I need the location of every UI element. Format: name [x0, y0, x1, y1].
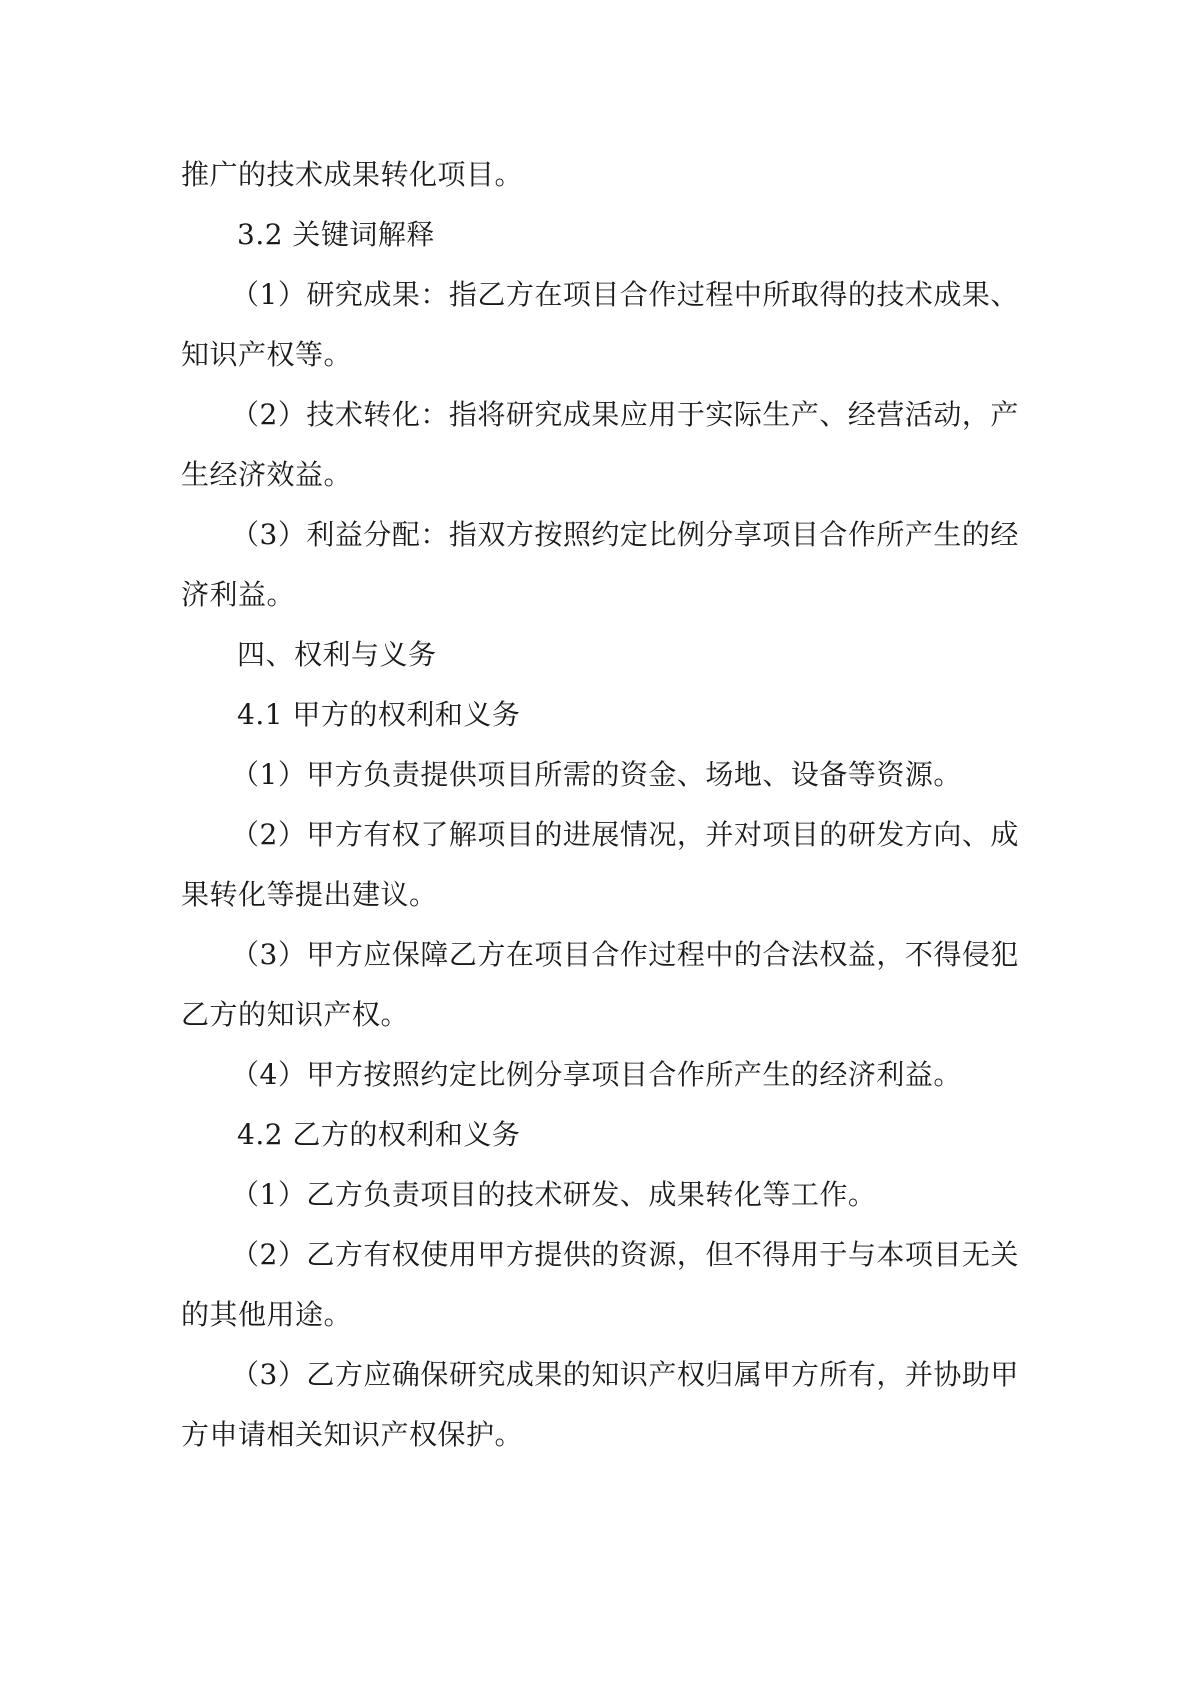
section-heading: 4.1 甲方的权利和义务 [237, 698, 521, 731]
text-line: 果转化等提出建议。 [181, 878, 438, 911]
text-line: 生经济效益。 [181, 458, 353, 491]
document-page [181, 145, 1021, 1465]
list-item: （2）乙方有权使用甲方提供的资源，但不得用于与本项目无关 [231, 1238, 1019, 1271]
list-item: （1）研究成果：指乙方在项目合作过程中所取得的技术成果、 [231, 278, 1019, 311]
section-heading: 3.2 关键词解释 [237, 218, 435, 251]
list-item: （3）乙方应确保研究成果的知识产权归属甲方所有，并协助甲 [231, 1358, 1019, 1391]
list-item: （3）甲方应保障乙方在项目合作过程中的合法权益，不得侵犯 [231, 938, 1019, 971]
list-item: （1）乙方负责项目的技术研发、成果转化等工作。 [231, 1178, 877, 1211]
list-item: （1）甲方负责提供项目所需的资金、场地、设备等资源。 [231, 758, 962, 791]
text-line: 方申请相关知识产权保护。 [181, 1418, 524, 1451]
text-line: 济利益。 [181, 578, 296, 611]
list-item: （4）甲方按照约定比例分享项目合作所产生的经济利益。 [231, 1058, 962, 1091]
list-item: （3）利益分配：指双方按照约定比例分享项目合作所产生的经 [231, 518, 1019, 551]
text-line: 推广的技术成果转化项目。 [181, 158, 524, 191]
list-item: （2）甲方有权了解项目的进展情况，并对项目的研发方向、成 [231, 818, 1019, 851]
text-line: 的其他用途。 [181, 1298, 353, 1331]
text-line: 乙方的知识产权。 [181, 998, 410, 1031]
section-heading: 4.2 乙方的权利和义务 [237, 1118, 521, 1151]
list-item: （2）技术转化：指将研究成果应用于实际生产、经营活动，产 [231, 398, 1019, 431]
text-line: 知识产权等。 [181, 338, 353, 371]
section-heading: 四、权利与义务 [237, 638, 437, 671]
